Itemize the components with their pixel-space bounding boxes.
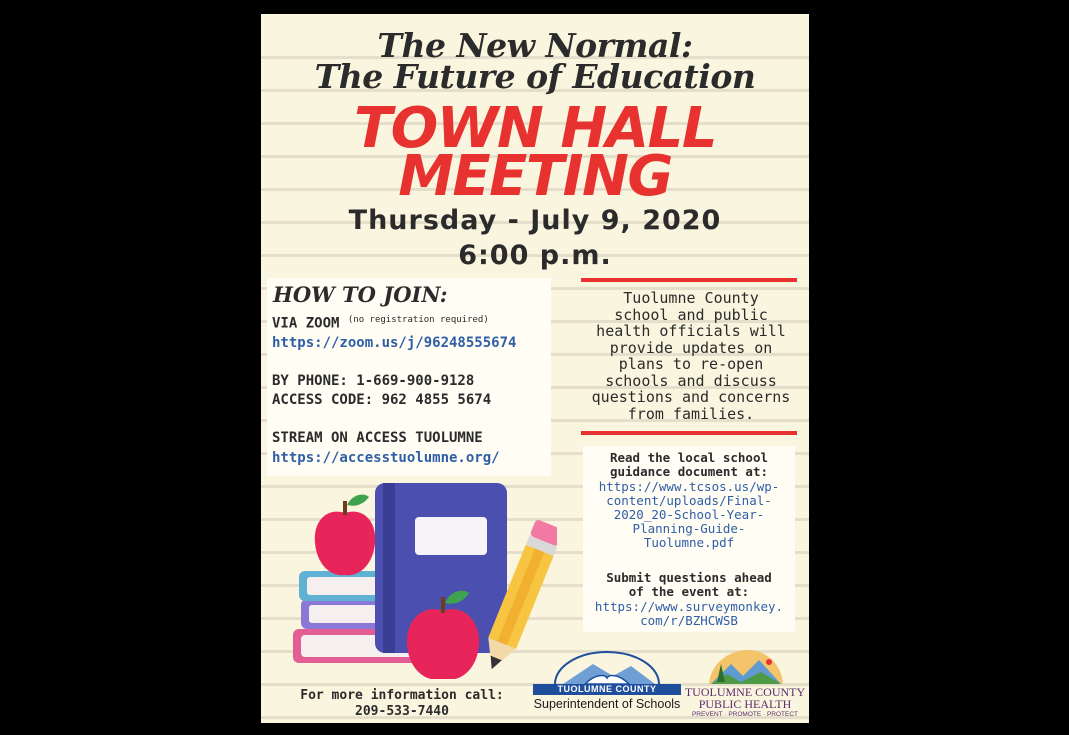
how-to-join-panel bbox=[267, 278, 551, 476]
questions-heading bbox=[583, 571, 795, 599]
questions-heading-line: of the event at: bbox=[628, 584, 750, 599]
health-logo-line-1: TUOLUMNE COUNTY bbox=[684, 685, 806, 699]
description-line: plans to re-open bbox=[618, 355, 764, 373]
guidance-link-line: content/uploads/Final- bbox=[606, 493, 772, 508]
more-info bbox=[287, 688, 517, 720]
public-health-logo bbox=[681, 646, 809, 722]
books-apples-pencil-illustration bbox=[287, 479, 557, 679]
more-info-phone: 209-533-7440 bbox=[355, 704, 449, 719]
zoom-label: VIA ZOOM bbox=[272, 315, 340, 332]
mountain-book-icon bbox=[533, 650, 681, 684]
description-line: schools and discuss bbox=[605, 371, 777, 390]
health-logo-tagline: PREVENT · PROMOTE · PROTECT bbox=[691, 711, 799, 718]
survey-link-line: https://www.surveymonkey. bbox=[594, 599, 784, 614]
guidance-link-line: 2020_20-School-Year- bbox=[613, 507, 765, 522]
town-hall-flyer bbox=[261, 14, 809, 723]
description-line: provide updates on bbox=[609, 338, 773, 357]
landscape-icon bbox=[681, 646, 809, 686]
guidance-link-line: https://www.tcsos.us/wp- bbox=[598, 479, 780, 494]
event-title-line-1: TOWN HALL bbox=[353, 96, 716, 161]
event-title-line-2: MEETING bbox=[398, 144, 672, 209]
description-line: questions and concerns bbox=[591, 388, 791, 406]
apple-icon bbox=[315, 495, 375, 576]
schools-logo-top-text: TUOLUMNE COUNTY bbox=[533, 684, 681, 695]
survey-link-line: com/r/BZHCWSB bbox=[640, 613, 738, 628]
zoom-label-row bbox=[272, 315, 489, 332]
stream-link[interactable]: https://accesstuolumne.org/ bbox=[272, 450, 500, 466]
event-time: 6:00 p.m. bbox=[458, 240, 612, 271]
title-line-1: The New Normal: bbox=[377, 26, 693, 65]
description-line: health officials will bbox=[596, 322, 786, 340]
divider-top bbox=[581, 278, 797, 282]
guidance-heading bbox=[583, 451, 795, 479]
guidance-link-line: Planning-Guide- bbox=[632, 521, 746, 536]
phone-number: BY PHONE: 1-669-900-9128 bbox=[272, 373, 475, 389]
event-description bbox=[577, 290, 805, 422]
event-date: Thursday - July 9, 2020 bbox=[348, 205, 722, 236]
divider-bottom bbox=[581, 431, 797, 435]
guidance-link[interactable] bbox=[583, 480, 795, 550]
schools-logo-bottom-text: Superintendent of Schools bbox=[533, 697, 681, 711]
survey-link[interactable] bbox=[583, 600, 795, 628]
zoom-note: (no registration required) bbox=[347, 315, 489, 325]
questions-heading-line: Submit questions ahead bbox=[606, 570, 772, 585]
description-line: Tuolumne County bbox=[623, 289, 759, 307]
guidance-link-line: Tuolumne.pdf bbox=[643, 535, 735, 550]
description-line: school and public bbox=[614, 305, 768, 324]
guidance-heading-line: guidance document at: bbox=[609, 464, 769, 479]
superintendent-logo bbox=[533, 650, 681, 720]
health-logo-line-2: PUBLIC HEALTH bbox=[698, 697, 792, 711]
title-line-2: The Future of Education bbox=[314, 57, 756, 96]
resources-panel bbox=[583, 446, 795, 632]
how-to-join-heading: HOW TO JOIN: bbox=[273, 282, 448, 307]
zoom-link[interactable]: https://zoom.us/j/96248555674 bbox=[272, 335, 517, 351]
more-info-label: For more information call: bbox=[300, 688, 504, 703]
stream-label: STREAM ON ACCESS TUOLUMNE bbox=[272, 430, 483, 446]
description-line: from families. bbox=[627, 404, 755, 423]
access-code: ACCESS CODE: 962 4855 5674 bbox=[272, 392, 492, 408]
guidance-heading-line: Read the local school bbox=[609, 450, 769, 465]
